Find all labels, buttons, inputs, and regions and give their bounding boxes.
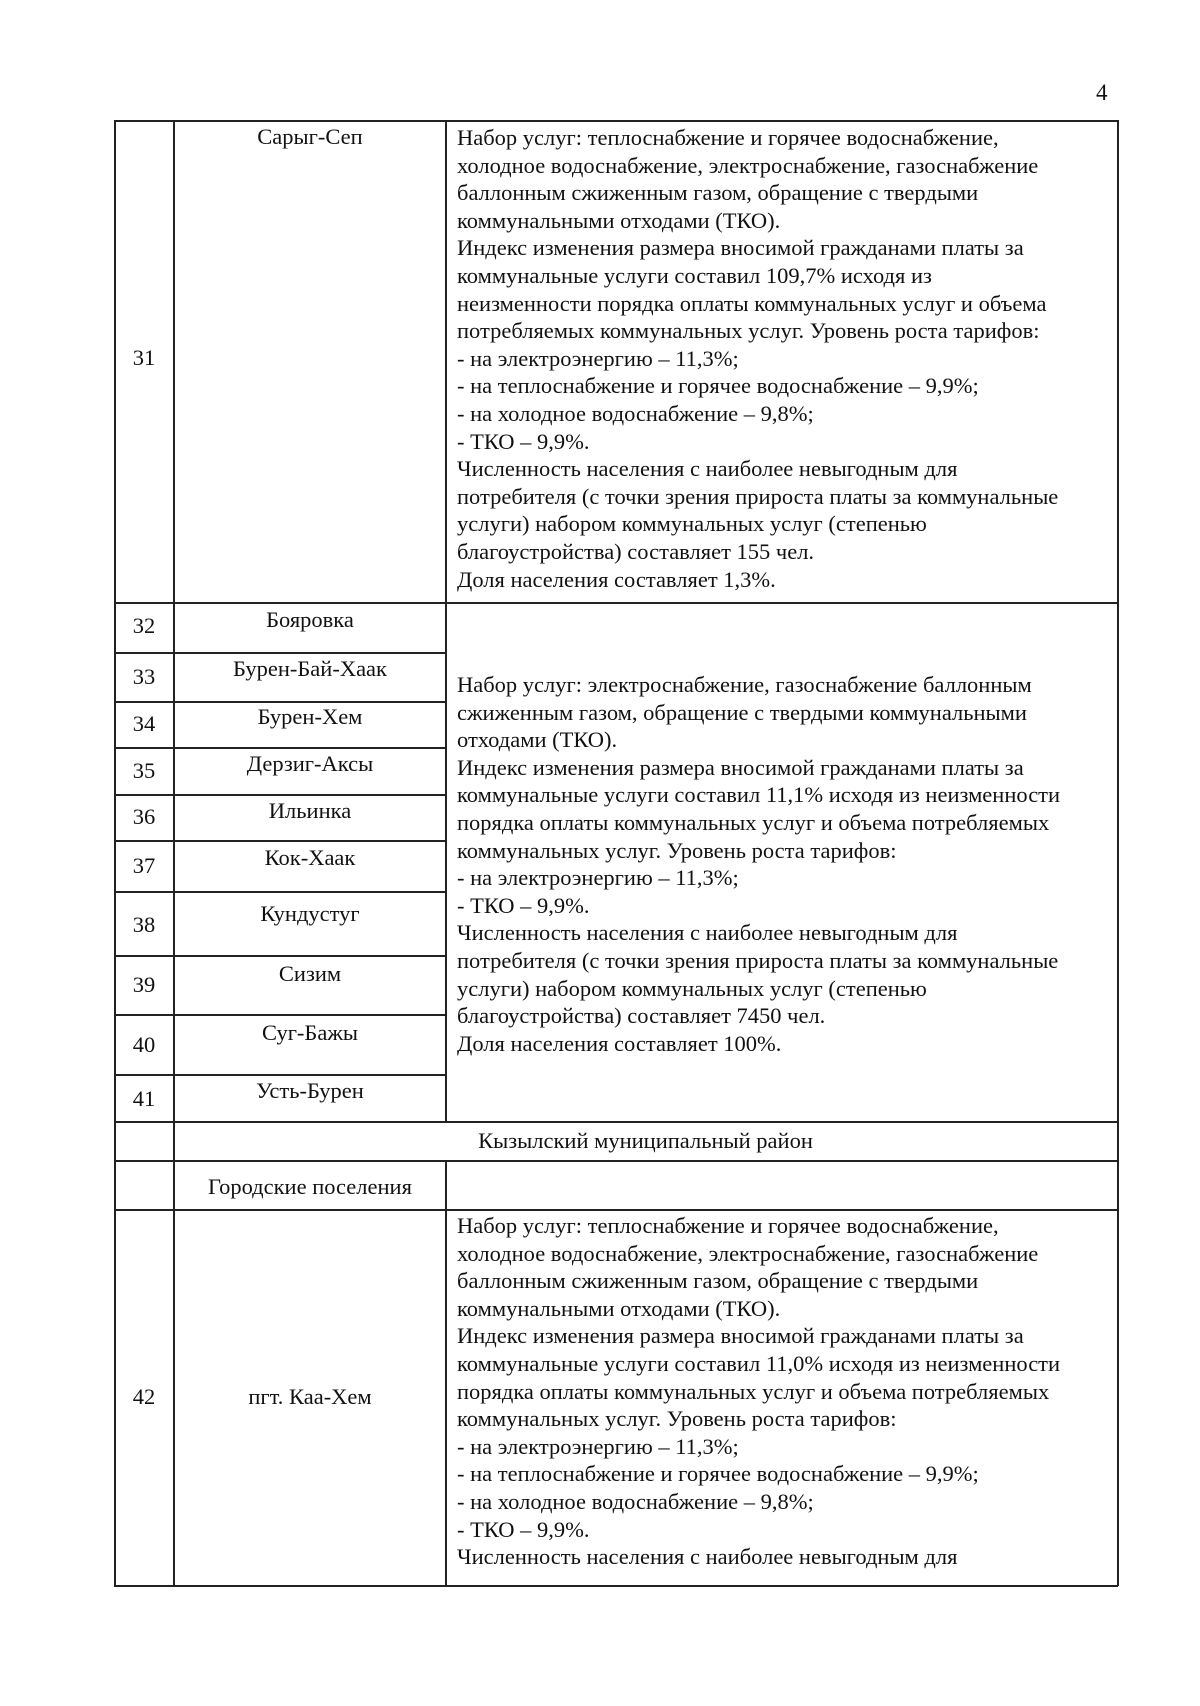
row-number: 33 xyxy=(132,664,156,689)
page-number: 4 xyxy=(1096,80,1108,105)
row-number: 35 xyxy=(132,758,156,783)
row-number: 40 xyxy=(132,1032,156,1057)
row-divider-subheading xyxy=(114,1209,1118,1211)
row-divider-39 xyxy=(114,1014,446,1016)
settlement-name: Кундустуг xyxy=(260,901,360,926)
settlement-type-heading: Городские поселения xyxy=(208,1174,412,1199)
row-divider-35 xyxy=(114,794,446,796)
settlement-name: Сарыг-Сеп xyxy=(257,124,363,149)
service-description: Набор услуг: теплоснабжение и горячее водоснабжение, холодное водоснабжение, электроснабжение, газоснабжение баллонным сжиженным газом, обращение с твердыми коммунальными отходами (ТКО). Индекс изменения размера вносимой гражданами платы за коммунальные услуги составил 109,7% исходя из неизменности порядка оплаты коммунальных услуг и объема потребляемых коммунальных услуг. Уровень роста тарифов: - на электроэнергию – 11,3%; - на теплоснабжение и горячее водоснабжение – 9,9%; - на холодное водоснабжение – 9,8%; - ТКО – 9,9%. Численность населения с наиболее невыгодным для потребителя (с точки зрения прироста платы за коммунальные услуги) набором коммунальных услуг (степенью благоустройства) составляет 155 чел. Доля населения составляет 1,3%. xyxy=(457,125,1059,592)
service-description: Набор услуг: теплоснабжение и горячее водоснабжение, холодное водоснабжение, электроснабжение, газоснабжение баллонным сжиженным газом, обращение с твердыми коммунальными отходами (ТКО). Индекс изменения размера вносимой гражданами платы за коммунальные услуги составил 11,0% исходя из неизменности порядка оплаты коммунальных услуг и объема потребляемых коммунальных услуг. Уровень роста тарифов: - на электроэнергию – 11,3%; - на теплоснабжение и горячее водоснабжение – 9,9%; - на холодное водоснабжение – 9,8%; - ТКО – 9,9%. Численность населения с наиболее невыгодным для xyxy=(457,1213,1061,1570)
settlement-name: Кок-Хаак xyxy=(264,845,356,870)
row-number: 34 xyxy=(132,711,156,736)
settlement-name: Бояровка xyxy=(266,607,354,632)
settlement-name: Ильинка xyxy=(268,798,352,823)
row-divider-37 xyxy=(114,891,446,893)
settlement-name: Сизим xyxy=(278,961,342,986)
row-divider-40 xyxy=(114,1074,446,1076)
row-divider-district xyxy=(114,1160,1118,1162)
row-divider-31 xyxy=(114,602,1118,604)
table-border-bottom xyxy=(114,1585,1118,1587)
row-number: 42 xyxy=(132,1384,156,1409)
row-divider-38 xyxy=(114,955,446,957)
settlement-name: пгт. Каа-Хем xyxy=(248,1384,372,1409)
row-divider-41 xyxy=(114,1121,1118,1123)
row-number: 41 xyxy=(132,1086,156,1111)
row-divider-36 xyxy=(114,840,446,842)
row-number: 31 xyxy=(132,345,156,370)
row-number: 37 xyxy=(132,853,156,878)
row-number: 38 xyxy=(132,912,156,937)
settlement-name: Суг-Бажы xyxy=(262,1020,358,1045)
settlement-name: Усть-Бурен xyxy=(256,1078,364,1103)
row-number: 39 xyxy=(132,972,156,997)
settlement-name: Бурен-Бай-Хаак xyxy=(233,656,387,681)
district-heading: Кызылский муниципальный район xyxy=(478,1128,813,1153)
service-description: Набор услуг: электроснабжение, газоснабжение баллонным сжиженным газом, обращение с твердыми коммунальными отходами (ТКО). Индекс изменения размера вносимой гражданами платы за коммунальные услуги составил 11,1% исходя из неизменности порядка оплаты коммунальных услуг и объема потребляемых коммунальных услуг. Уровень роста тарифов: - на электроэнергию – 11,3%; - ТКО – 9,9%. Численность населения с наиболее невыгодным для потребителя (с точки зрения прироста платы за коммунальные услуги) набором коммунальных услуг (степенью благоустройства) составляет 7450 чел. Доля населения составляет 100%. xyxy=(457,672,1061,1056)
settlement-name: Бурен-Хем xyxy=(257,704,363,729)
settlement-name: Дерзиг-Аксы xyxy=(246,751,374,776)
table-border-right xyxy=(1117,120,1119,1586)
table-divider-place-2 xyxy=(445,1160,447,1586)
row-number: 32 xyxy=(132,613,156,638)
row-divider-32 xyxy=(114,652,446,654)
row-divider-34 xyxy=(114,747,446,749)
row-number: 36 xyxy=(132,804,156,829)
table-border-top xyxy=(114,120,1118,122)
